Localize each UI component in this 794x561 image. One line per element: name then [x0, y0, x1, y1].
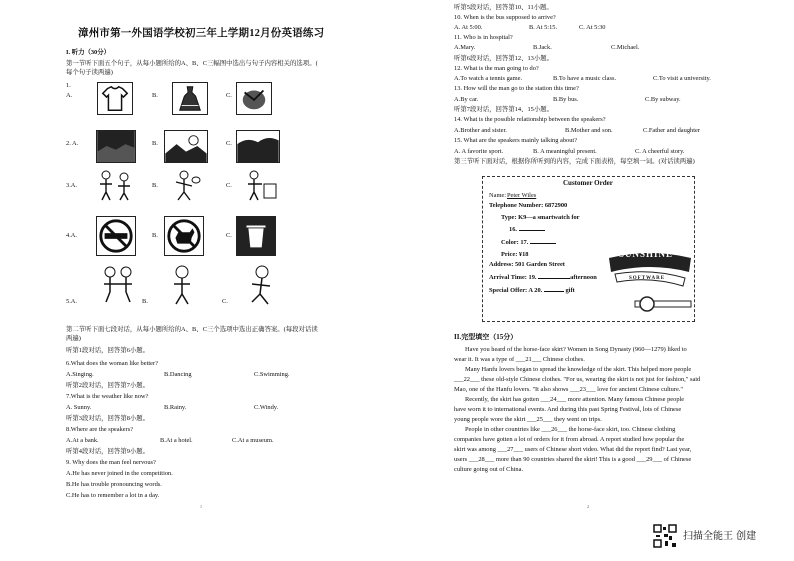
logo-text-sunshine: SUNSHINE — [619, 249, 674, 259]
q13-option-a: A.By car. — [454, 96, 479, 103]
q14-option-b: B.Mother and son. — [565, 127, 613, 134]
q15-option-b: B. A meaningful present. — [533, 148, 597, 155]
q7-option-a: A. Sunny. — [66, 404, 92, 411]
order-afternoon: afternoon — [570, 274, 597, 281]
q1-option-a: A. — [66, 92, 73, 99]
q15-option-a: A. A favorite sport. — [454, 148, 504, 155]
listen-dialog-5: 听第5段对话，回答第10、11小题。 — [454, 4, 553, 11]
q6-option-a: A.Singing. — [66, 371, 94, 378]
q5-option-a: 5.A. — [66, 298, 78, 305]
q14-option-c: C.Father and daughter — [643, 127, 700, 134]
q3-option-a: 3.A. — [66, 182, 78, 189]
listen-dialog-1: 听第1段对话，回答第6小题。 — [66, 347, 150, 354]
q1-option-c: C. — [226, 92, 232, 99]
order-name-label: Name: — [489, 192, 507, 199]
order-address: Address: 501 Garden Street — [489, 261, 565, 268]
part2-instruction: 第二节听下面七段对话，从每小题所给的A、B、C三个选项中选出正确答案。(每段对话读 — [66, 326, 318, 333]
q11-option-c: C.Michael. — [611, 44, 640, 51]
q3-option-b: B. — [152, 182, 158, 189]
no-smoking-icon — [96, 216, 136, 256]
para-line-7: have worn it to international events. And during this past Spring Festival, lots of Chinese — [454, 406, 682, 413]
no-dogs-icon — [164, 216, 204, 256]
q4-option-b: B. — [152, 232, 158, 239]
q12-option-a: A.To watch a tennis game. — [454, 75, 523, 82]
question-13: 13. How will the man go to the station this time? — [454, 85, 579, 92]
blank-17-label: Color: 17. — [501, 239, 529, 246]
q9-option-a: A.He has never joined in the competition. — [66, 470, 173, 477]
q4-option-a: 4.A. — [66, 232, 78, 239]
order-type: Type: K9—a smartwatch for — [501, 214, 580, 221]
q2-option-c: C. — [226, 140, 232, 147]
q6-option-c: C.Swimming. — [254, 371, 290, 378]
q15-option-c: C. A cheerful story. — [635, 148, 685, 155]
blank-20 — [489, 286, 575, 295]
blank-16-label: 16. — [509, 226, 517, 233]
dress-icon — [172, 82, 208, 115]
logo-text-software: SOFTWARE — [629, 276, 666, 281]
question-9: 9. Why does the man feel nervous? — [66, 459, 156, 466]
q2-option-b: B. — [152, 140, 158, 147]
page-number-right: 2 — [587, 504, 589, 509]
child-walk-icon — [240, 262, 280, 306]
order-gift: gift — [565, 287, 575, 294]
q11-option-a: A.Mary. — [454, 44, 476, 51]
question-14: 14. What is the possible relationship between the speakers? — [454, 116, 606, 123]
blank-19-label: Arrival Time: 19. — [489, 274, 537, 281]
question-12: 12. What is the man going to do? — [454, 65, 539, 72]
question-15: 15. What are the speakers mainly talking about? — [454, 137, 578, 144]
para-line-6: Recently, the skirt has gotten ___24___ more attention. Many famous Chinese people — [465, 396, 685, 403]
order-name: Peter Wiles — [507, 192, 537, 199]
blank-16 — [509, 225, 545, 234]
children-play-icon — [96, 262, 140, 306]
question-6: 6.What does the woman like better? — [66, 360, 158, 367]
tennis-player-icon — [164, 168, 204, 202]
q12-option-b: B.To have a music class. — [553, 75, 617, 82]
cloudy-landscape-icon — [236, 130, 280, 163]
para-line-3: Many Hanfu lovers began to spread the knowledge of the skirt. This helped more people — [465, 366, 692, 373]
q5-option-c: C. — [222, 298, 228, 305]
q3-option-c: C. — [226, 182, 232, 189]
para-line-8: young people wore the skirt ___25___ they went on trips. — [454, 416, 602, 423]
q8-option-a: A.At a bank. — [66, 437, 99, 444]
blank-17 — [501, 238, 556, 247]
q7-option-b: B.Rainy. — [164, 404, 187, 411]
part2-instruction-cont: 两遍) — [66, 335, 81, 342]
q1-option-b: B. — [152, 92, 158, 99]
q1-number: 1. — [66, 82, 71, 89]
blank-20-label: Special Offer: A 20. — [489, 287, 543, 294]
para-line-9: People in other countries like ___26___ the horse-face skirt, too. Chinese clothing — [465, 426, 676, 433]
section-listening: I. 听力（30分） — [66, 49, 111, 56]
scanner-watermark: 扫描全能王 创建 — [683, 531, 757, 542]
trash-bin-icon — [236, 216, 276, 256]
para-line-5: Mao, one of the Hanfu lovers. "It also shows ___23___ love for ancient Chinese culture." — [454, 386, 684, 393]
q4-option-c: C. — [226, 232, 232, 239]
blank-19 — [489, 273, 597, 282]
sunset-landscape-icon — [164, 130, 208, 163]
q10-option-a: A. At 5:00. — [454, 24, 483, 31]
q12-option-c: C.To visit a university. — [653, 75, 711, 82]
q13-option-c: C.By subway. — [645, 96, 681, 103]
listen-dialog-6: 听第6段对话，回答第12、13小题。 — [454, 55, 554, 62]
people-scene-icon — [96, 168, 136, 202]
right-page — [397, 0, 794, 561]
order-telephone: Telephone Number: 6872900 — [489, 202, 568, 209]
para-line-4: ___22___ these old-style Chinese clothes. "For us, wearing the skirt is not just for fashion," said — [454, 376, 701, 383]
part1-instruction: 第一节听下面五个句子，从每小题所给的A、B、C三幅图中选出与句子内容相关的选项。( — [66, 60, 318, 67]
music-scene-icon — [240, 168, 280, 202]
question-10: 10. When is the bus supposed to arrive? — [454, 14, 556, 21]
q7-option-c: C.Windy. — [254, 404, 279, 411]
listen-dialog-2: 听第2段对话，回答第7小题。 — [66, 382, 150, 389]
para-line-12: users ___28___ more than 90 countries shared the skirt! This is a good ___29___ of Chinese — [454, 456, 692, 463]
listen-dialog-4: 听第4段对话，回答第9小题。 — [66, 448, 150, 455]
page-number-left: 1 — [200, 504, 202, 509]
part1-instruction-cont: 每个句子读两遍) — [66, 69, 113, 76]
page-title: 漳州市第一外国语学校初三年上学期12月份英语练习 — [78, 28, 325, 39]
night-landscape-icon — [96, 130, 136, 163]
order-title: Customer Order — [563, 179, 613, 187]
blank-20-line — [544, 286, 564, 292]
listen-dialog-3: 听第3段对话，回答第8小题。 — [66, 415, 150, 422]
para-line-2: wear it. It was a type of ___21___ Chinese clothes. — [454, 356, 585, 363]
question-11: 11. Who is in hospital? — [454, 34, 513, 41]
q9-option-c: C.He has to remember a lot in a day. — [66, 492, 160, 499]
q2-option-a: 2. A. — [66, 140, 79, 147]
q10-option-b: B. At 5:15. — [529, 24, 558, 31]
q5-option-b: B. — [142, 298, 148, 305]
smartwatch-icon — [633, 294, 693, 314]
q9-option-b: B.He has trouble pronouncing words. — [66, 481, 162, 488]
para-line-13: culture going out of China. — [454, 466, 524, 473]
para-line-10: companies have gotten a lot of orders for it from abroad. A report studied how popular the — [454, 436, 685, 443]
para-line-11: skirt was among ___27___ users of Chinese short video. What did the report find? Last year, — [454, 446, 692, 453]
q10-option-c: C. At 5:30 — [579, 24, 606, 31]
q14-option-a: A.Brother and sister. — [454, 127, 507, 134]
blank-19-line — [538, 273, 570, 279]
q11-option-b: B.Jack. — [533, 44, 552, 51]
bird-icon — [236, 82, 272, 115]
q8-option-c: C.At a museum. — [232, 437, 274, 444]
question-8: 8.Where are the speakers? — [66, 426, 134, 433]
blank-17-line — [530, 238, 556, 244]
listen-dialog-7: 听第7段对话，回答第14、15小题。 — [454, 106, 554, 113]
question-7: 7.What is the weather like now? — [66, 393, 149, 400]
qr-code-icon — [653, 524, 677, 548]
q13-option-b: B.By bus. — [553, 96, 579, 103]
section-cloze: II.完型填空（15分） — [454, 333, 518, 341]
q6-option-b: B.Dancing — [164, 371, 192, 378]
kids-icon — [162, 262, 202, 306]
q8-option-b: B.At a hotel. — [160, 437, 193, 444]
tshirt-icon — [97, 82, 133, 115]
order-price: Price: ¥18 — [501, 251, 529, 258]
para-line-1: Have you heard of the horse-face skirt? Women in Song Dynasty (960—1279) liked to — [465, 346, 687, 353]
part3-instruction: 第三节听下面对话，根据你所听到的内容，完成下面表格，每空填一词。(对话读两遍) — [454, 158, 695, 165]
blank-16-line — [519, 225, 545, 231]
